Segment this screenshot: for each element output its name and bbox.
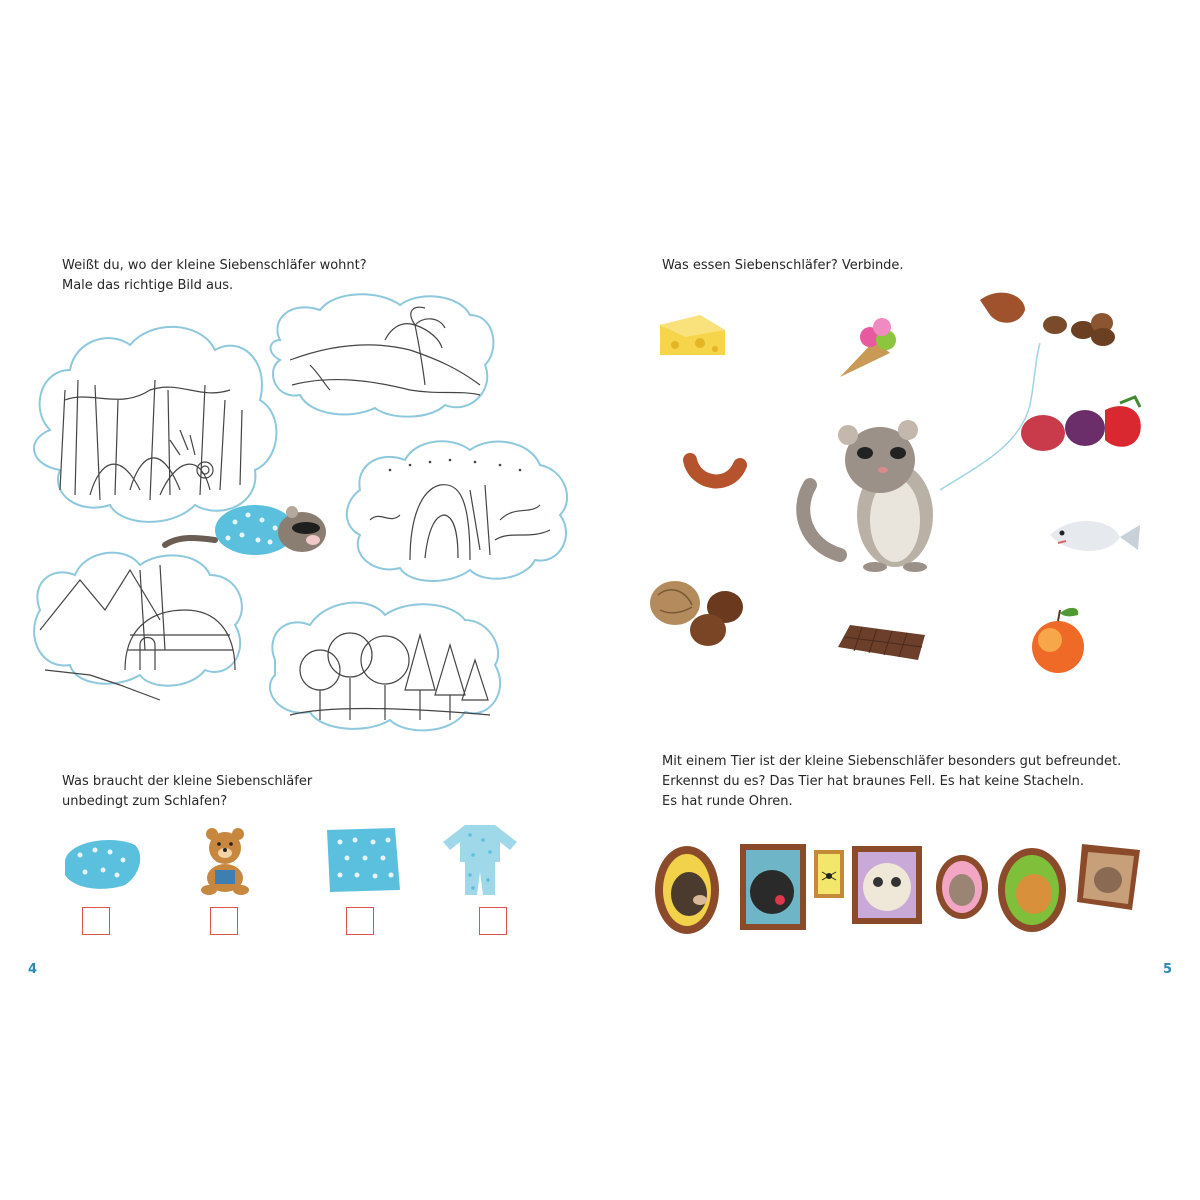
igloo-scene[interactable] xyxy=(34,553,242,700)
hazelnuts-icon[interactable] xyxy=(980,293,1115,346)
checkbox-blanket[interactable] xyxy=(82,907,110,935)
sleeping-dormouse xyxy=(165,505,326,555)
spider-frame[interactable] xyxy=(814,850,844,898)
sleep-question-line2: unbedingt zum Schlafen? xyxy=(62,794,228,809)
connection-line xyxy=(940,343,1040,490)
jungle-scene[interactable] xyxy=(34,327,276,522)
ferret-portrait[interactable] xyxy=(936,855,988,919)
checkbox-pillow[interactable] xyxy=(346,907,374,935)
hedgehog-portrait[interactable] xyxy=(655,846,719,934)
desert-scene[interactable] xyxy=(271,294,494,416)
pajamas-icon xyxy=(443,825,517,895)
sleep-items xyxy=(55,820,545,900)
owl-portrait[interactable] xyxy=(852,846,922,924)
hamster-portrait[interactable] xyxy=(998,848,1066,932)
fish-icon[interactable] xyxy=(1050,521,1140,551)
pillow-icon xyxy=(327,828,400,892)
berries-icon[interactable] xyxy=(1021,397,1141,451)
sleep-question xyxy=(62,772,312,812)
food-question: Was essen Siebenschläfer? Verbinde. xyxy=(662,258,904,273)
page-number-left: 4 xyxy=(28,962,38,977)
friend-question-line1: Mit einem Tier ist der kleine Siebenschläfer besonders gut befreundet. xyxy=(662,754,1122,769)
cave-scene[interactable] xyxy=(347,441,567,581)
page-number-right: 5 xyxy=(1163,962,1173,977)
habitat-question-line2: Male das richtige Bild aus. xyxy=(62,278,234,293)
habitat-question-line1: Weißt du, wo der kleine Siebenschläfer wohnt? xyxy=(62,258,367,273)
blue-blanket-icon xyxy=(65,840,140,889)
food-illustrations xyxy=(640,285,1160,685)
sausage-icon[interactable] xyxy=(690,460,740,481)
friend-question-line3: Es hat runde Ohren. xyxy=(662,794,793,809)
chocolate-icon[interactable] xyxy=(838,625,925,660)
friend-question xyxy=(662,752,1121,812)
checkbox-teddy[interactable] xyxy=(210,907,238,935)
standing-dormouse xyxy=(803,420,933,572)
teddy-bear-icon xyxy=(201,828,249,895)
apple-icon[interactable] xyxy=(1032,608,1084,673)
cheese-icon[interactable] xyxy=(660,315,725,355)
mole-portrait[interactable] xyxy=(740,844,806,930)
friend-question-line2: Erkennst du es? Das Tier hat braunes Fell. Es hat keine Stacheln. xyxy=(662,774,1084,789)
checkbox-pajamas[interactable] xyxy=(479,907,507,935)
mouse-portrait[interactable] xyxy=(1077,844,1140,910)
animal-portraits xyxy=(652,832,1152,942)
ice-cream-icon[interactable] xyxy=(840,318,896,377)
forest-scene[interactable] xyxy=(270,603,500,731)
nuts-icon[interactable] xyxy=(650,581,743,646)
sleep-question-line1: Was braucht der kleine Siebenschläfer xyxy=(62,774,313,789)
habitat-illustrations xyxy=(30,290,580,760)
